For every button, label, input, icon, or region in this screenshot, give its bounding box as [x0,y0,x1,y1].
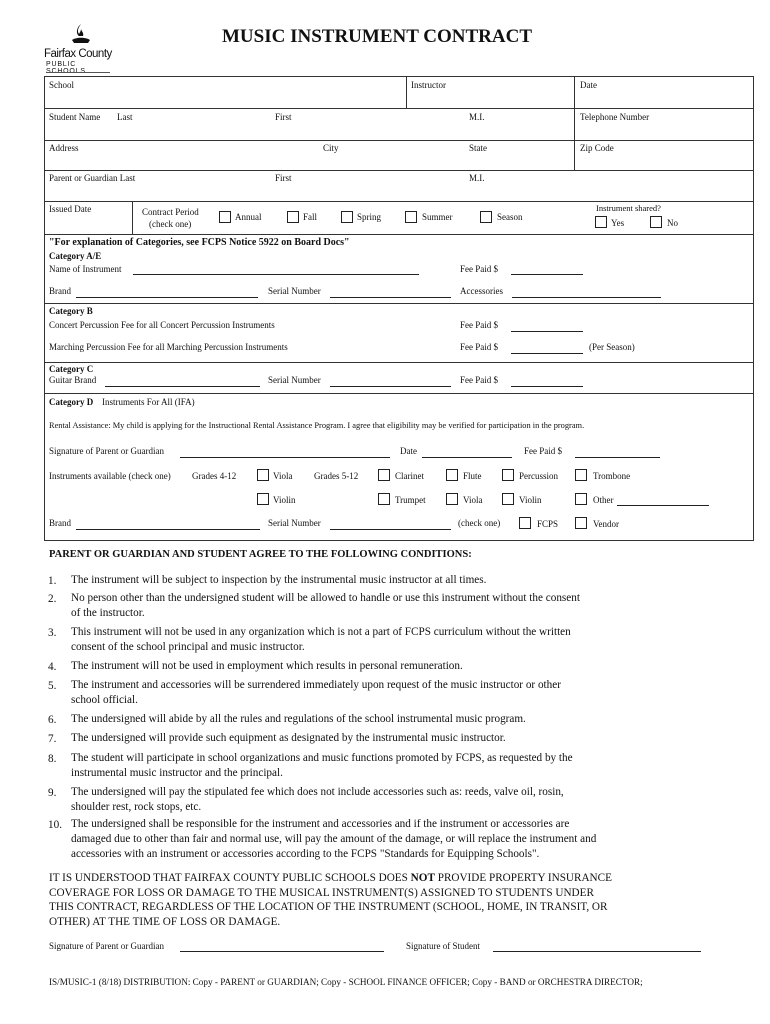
row-divider [44,234,754,235]
check-one-label: (check one) [149,219,192,229]
condition-item [48,659,688,674]
condition-item [48,751,688,781]
row-divider [44,393,754,394]
condition-line: This instrument will not be used in any organization which is not a part of FCPS curriculum without the written [71,626,571,638]
fee-paid-label: Fee Paid $ [524,446,562,456]
condition-line: The student will participate in school organizations and music functions promoted by FCPS, as requested by the [71,752,573,764]
cat-c-title: Category C [49,364,94,374]
condition-item [48,785,688,815]
date-label: Date [400,446,417,456]
parent-mi-label: M.I. [469,173,485,183]
trumpet-checkbox[interactable] [378,493,390,505]
fee-paid-label: Fee Paid $ [460,342,498,352]
instruments-available-label: Instruments available (check one) [49,471,171,481]
condition-number: 9. [48,787,57,799]
issued-date-label: Issued Date [49,204,92,214]
fee-paid-label: Fee Paid $ [460,264,498,274]
conditions-heading: PARENT OR GUARDIAN AND STUDENT AGREE TO THE FOLLOWING CONDITIONS: [49,549,472,560]
row-divider [44,303,754,304]
condition-line: The instrument will be subject to inspection by the instrumental music instructor at all times. [71,574,487,586]
viola-label: Viola [273,471,293,481]
condition-line: accessories with an instrument or accessories according to the FCPS "Standards for Equipping Schools". [71,848,540,860]
parent-last-label: Parent or Guardian Last [49,173,136,183]
accessories-label: Accessories [460,286,503,296]
trumpet-label: Trumpet [395,495,426,505]
student-signature-field[interactable] [493,951,701,952]
season-checkbox[interactable] [480,211,492,223]
condition-line: consent of the school principal and music instructor. [71,641,305,653]
telephone-label: Telephone Number [580,112,650,122]
viola-checkbox[interactable] [257,469,269,481]
lamp-icon [68,22,94,46]
insurance-notice-line: COVERAGE FOR LOSS OR DAMAGE TO THE MUSICAL INSTRUMENT(S) ASSIGNED TO STUDENTS UNDER [49,886,594,899]
condition-line: school official. [71,694,138,706]
insurance-notice-pre: IT IS UNDERSTOOD THAT FAIRFAX COUNTY PUBLIC SCHOOLS DOES [49,872,408,884]
condition-line: damaged due to other than fair and normal use, will pay the amount of the damage, or will replace the instrument and [71,833,597,845]
flute-label: Flute [463,471,482,481]
row-divider [44,140,754,141]
concert-fee-field[interactable] [511,331,583,332]
marching-percussion-label: Marching Percussion Fee for all Marching Percussion Instruments [49,342,288,352]
spring-label: Spring [357,212,382,222]
serial-field[interactable] [330,529,451,530]
insurance-notice-not: NOT [410,872,435,884]
footer-distribution: IS/MUSIC-1 (8/18) DISTRIBUTION: Copy - PARENT or GUARDIAN; Copy - SCHOOL FINANCE OFFICER; Copy - BAND or ORCHESTRA DIRECTOR; [49,977,643,987]
date-label: Date [580,80,597,90]
rental-assistance-text: Rental Assistance: My child is applying for the Instructional Rental Assistance Program. I agree that eligibility may be verified for participation in the program. [49,421,585,430]
address-label: Address [49,143,79,153]
trombone-label: Trombone [593,471,631,481]
contract-period-label: Contract Period [142,207,199,217]
row-divider [44,201,754,202]
row-divider [44,362,754,363]
other-checkbox[interactable] [575,493,587,505]
signature-label: Signature of Parent or Guardian [49,446,164,456]
condition-line: The undersigned shall be responsible for the instrument and accessories and if the instrument or accessories are [71,818,570,830]
condition-number: 4. [48,661,57,673]
categories-explanation: "For explanation of Categories, see FCPS Notice 5922 on Board Docs" [49,237,350,248]
concert-percussion-label: Concert Percussion Fee for all Concert Percussion Instruments [49,320,275,330]
spring-checkbox[interactable] [341,211,353,223]
clarinet-label: Clarinet [395,471,424,481]
condition-line: The instrument will not be used in employment which results in personal remuneration. [71,660,463,672]
name-of-instrument-field[interactable] [133,274,419,275]
condition-text [71,712,671,727]
condition-item [48,573,688,588]
brand-label: Brand [49,518,71,528]
percussion-label: Percussion [519,471,558,481]
season-label: Season [497,212,523,222]
last-label: Last [117,112,133,122]
brand-label: Brand [49,286,71,296]
insurance-notice-line: OTHER) AT THE TIME OF LOSS OR DAMAGE. [49,915,281,928]
condition-line: No person other than the undersigned student will be allowed to handle or use this instrument without the consent [71,592,580,604]
trombone-checkbox[interactable] [575,469,587,481]
first-label: First [275,112,292,122]
condition-number: 5. [48,680,57,692]
marching-fee-field[interactable] [511,353,583,354]
condition-line: shoulder rest, rock stops, etc. [71,801,202,813]
condition-number: 8. [48,753,57,765]
shared-yes-label: Yes [611,218,625,228]
insurance-notice-line: THIS CONTRACT, REGARDLESS OF THE LOCATION OF THE INSTRUMENT (SCHOOL, HOME, IN TRANSIT, OR [49,901,608,913]
logo-line2: PUBLIC SCHOOLS [46,61,86,75]
shared-no-label: No [667,218,678,228]
grades-4-12-label: Grades 4-12 [192,471,237,481]
summer-label: Summer [422,212,453,222]
col-divider [574,76,575,170]
student-signature-label: Signature of Student [406,941,480,951]
page-title: MUSIC INSTRUMENT CONTRACT [222,26,533,47]
col-divider [406,76,407,108]
condition-line: The undersigned will provide such equipment as designated by the instrumental music instructor. [71,732,506,744]
accessories-field[interactable] [512,297,661,298]
condition-line: The undersigned will pay the stipulated fee which does not include accessories such as: reeds, valve oil, rosin, [71,786,564,798]
fcps-checkbox[interactable] [519,517,531,529]
violin-checkbox[interactable] [257,493,269,505]
flute-checkbox[interactable] [446,469,458,481]
cat-d-title: Category D [49,397,94,407]
guitar-fee-field[interactable] [511,386,583,387]
viola-5-12-label: Viola [463,495,483,505]
summer-checkbox[interactable] [405,211,417,223]
condition-line: The undersigned will abide by all the rules and regulations of the school instrumental music program. [71,713,526,725]
condition-item [48,591,688,621]
brand-field[interactable] [76,297,258,298]
grades-5-12-label: Grades 5-12 [314,471,359,481]
condition-text [71,751,671,781]
cat-d-fee-field[interactable] [575,457,660,458]
cat-ae-title: Category A/E [49,251,102,261]
fee-paid-label: Fee Paid $ [460,320,498,330]
mi-label: M.I. [469,112,485,122]
condition-number: 6. [48,714,57,726]
fcps-label: FCPS [537,519,559,529]
school-label: School [49,80,75,90]
serial-label: Serial Number [268,375,321,385]
condition-text [71,817,671,862]
shared-yes-checkbox[interactable] [595,216,607,228]
guitar-brand-field[interactable] [105,386,260,387]
instructor-label: Instructor [411,80,446,90]
student-name-label: Student Name [49,112,101,122]
condition-text [71,678,671,708]
city-label: City [323,143,339,153]
vendor-label: Vendor [593,519,619,529]
condition-text [71,659,671,674]
fall-label: Fall [303,212,318,222]
check-one-label: (check one) [458,518,501,528]
instrument-shared-label: Instrument shared? [596,203,661,213]
condition-item [48,731,688,746]
other-field[interactable] [617,505,709,506]
fcps-logo [44,22,114,74]
condition-line: of the instructor. [71,607,145,619]
logo-underline [46,72,110,73]
name-of-instrument-label: Name of Instrument [49,264,122,274]
violin-5-12-checkbox[interactable] [502,493,514,505]
condition-text [71,785,671,815]
condition-line: The instrument and accessories will be surrendered immediately upon request of the music instructor or other [71,679,561,691]
condition-line: instrumental music instructor and the principal. [71,767,283,779]
other-label: Other [593,495,614,505]
annual-label: Annual [235,212,262,222]
cat-b-title: Category B [49,306,93,316]
fee-paid-label: Fee Paid $ [460,375,498,385]
condition-number: 2. [48,593,57,605]
cat-d-subtitle: Instruments For All (IFA) [102,397,195,407]
condition-number: 1. [48,575,57,587]
condition-item [48,678,688,708]
violin-5-12-label: Violin [519,495,542,505]
vendor-checkbox[interactable] [575,517,587,529]
serial-label: Serial Number [268,518,321,528]
condition-item [48,625,688,655]
parent-first-label: First [275,173,292,183]
brand-field[interactable] [76,529,260,530]
row-divider [44,170,754,171]
violin-label: Violin [273,495,296,505]
insurance-notice-post: PROVIDE PROPERTY INSURANCE [437,872,612,884]
row-divider [44,108,754,109]
condition-item [48,817,688,862]
condition-item [48,712,688,727]
condition-number: 7. [48,733,57,745]
fee-paid-field[interactable] [511,274,583,275]
clarinet-checkbox[interactable] [378,469,390,481]
condition-number: 3. [48,627,57,639]
logo-line1: Fairfax County [44,48,112,60]
percussion-checkbox[interactable] [502,469,514,481]
condition-text [71,731,671,746]
condition-number: 10. [48,819,62,831]
serial-label: Serial Number [268,286,321,296]
parent-signature-label: Signature of Parent or Guardian [49,941,164,951]
guitar-brand-label: Guitar Brand [49,375,97,385]
viola-5-12-checkbox[interactable] [446,493,458,505]
fall-checkbox[interactable] [287,211,299,223]
col-divider [132,201,133,234]
per-season-label: (Per Season) [589,342,635,352]
condition-text [71,591,671,621]
zip-label: Zip Code [580,143,614,153]
insurance-notice [49,871,729,929]
date-field[interactable] [422,457,512,458]
condition-text [71,625,671,655]
signature-field[interactable] [180,457,390,458]
state-label: State [469,143,487,153]
serial-field[interactable] [330,386,451,387]
annual-checkbox[interactable] [219,211,231,223]
serial-field[interactable] [330,297,451,298]
shared-no-checkbox[interactable] [650,216,662,228]
condition-text [71,573,671,588]
parent-signature-field[interactable] [180,951,384,952]
